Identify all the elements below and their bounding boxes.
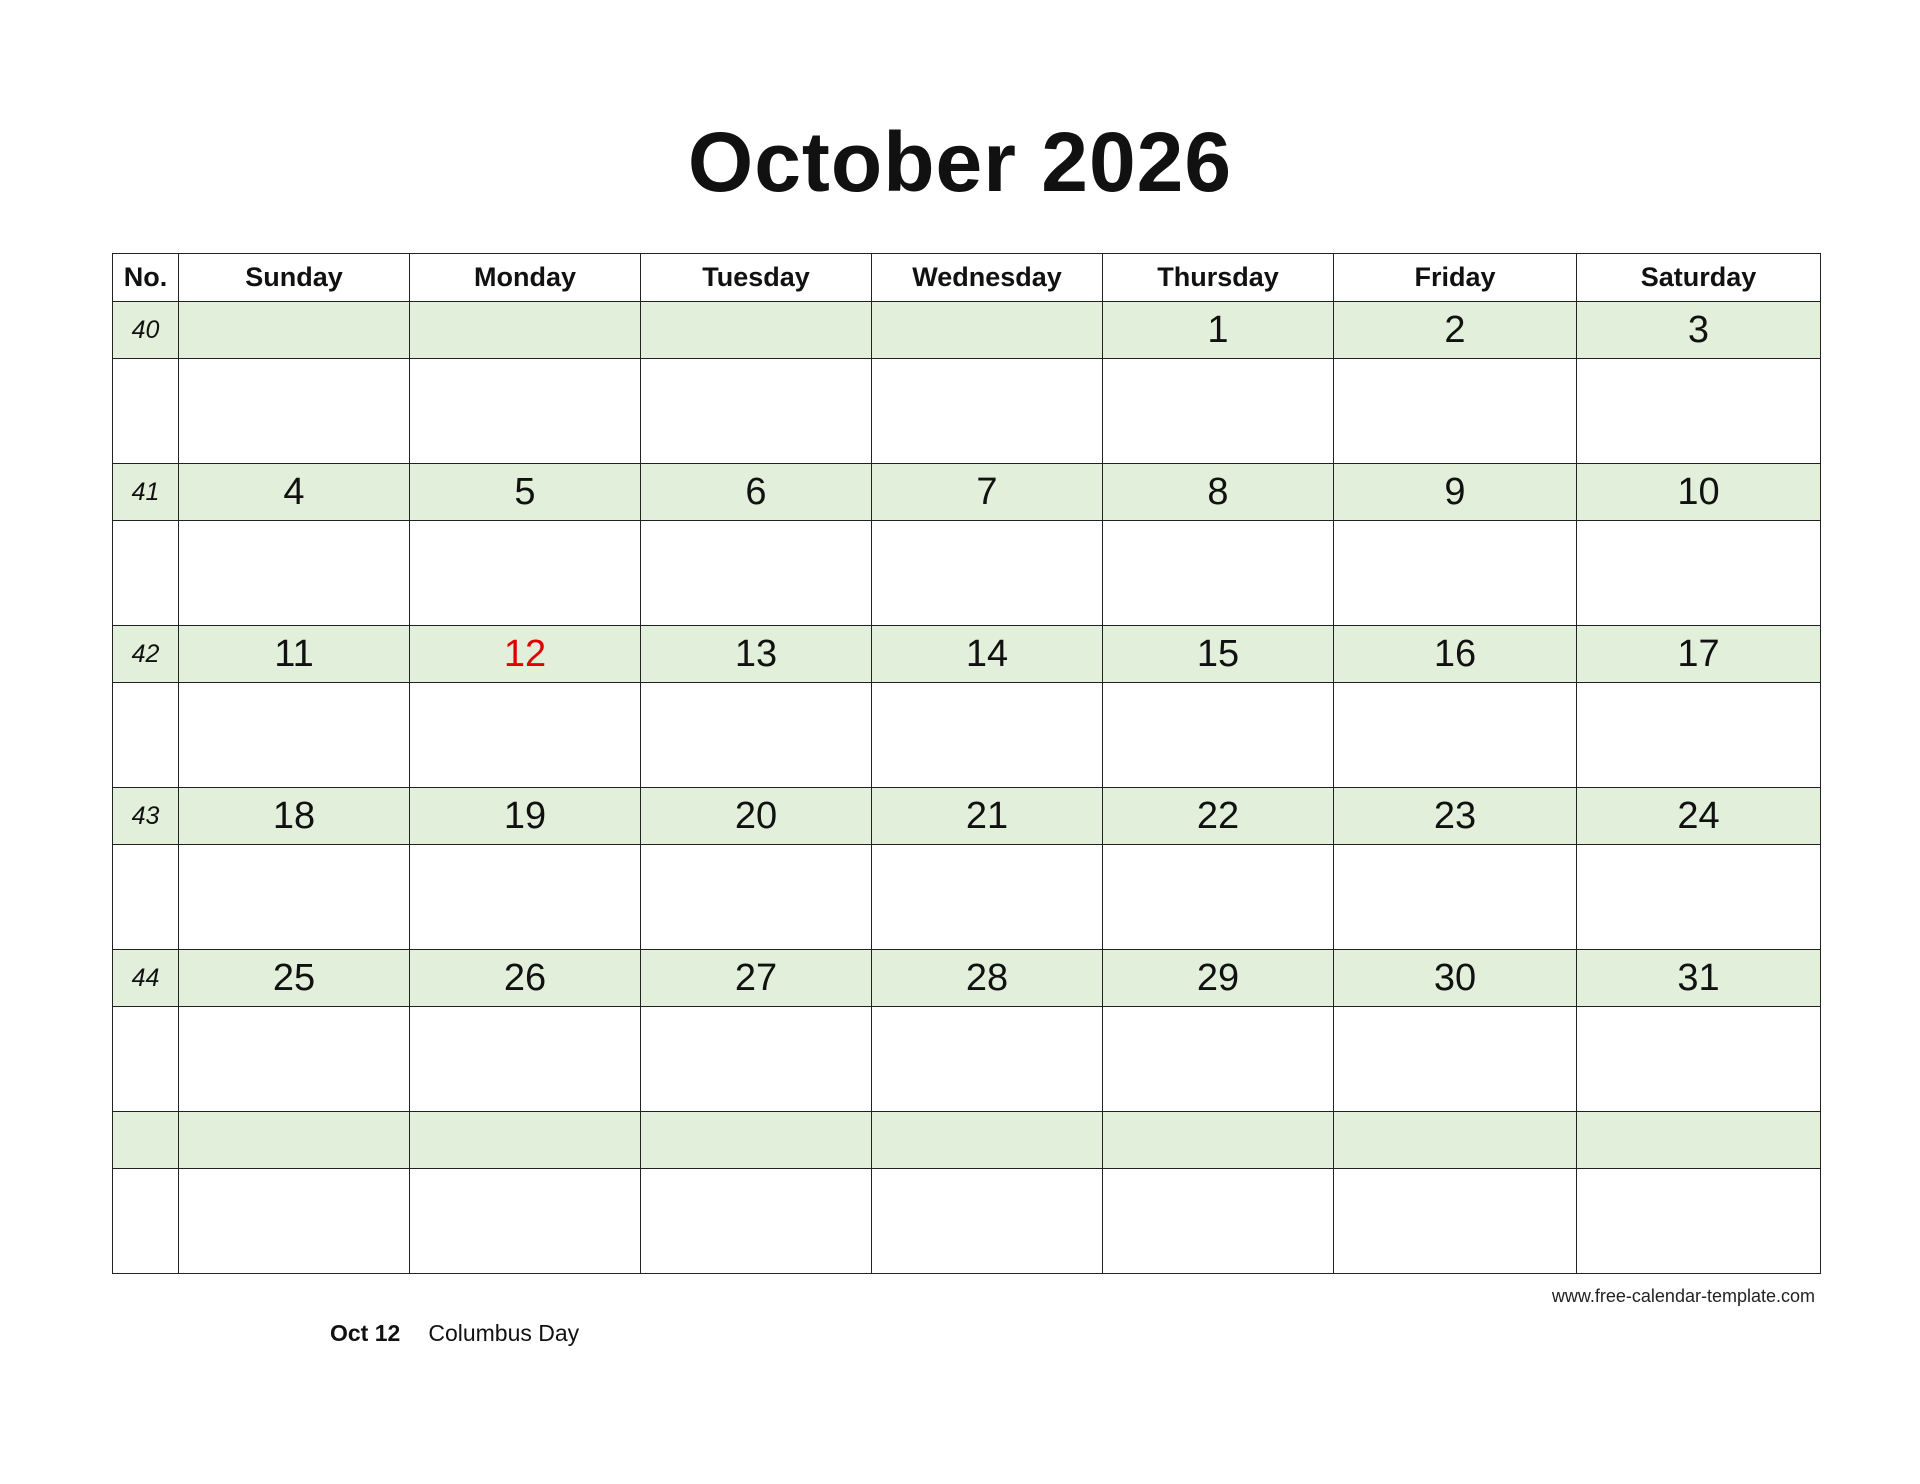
day-cell[interactable]: 16 — [1334, 626, 1577, 683]
note-cell[interactable] — [1103, 1007, 1334, 1112]
day-cell[interactable]: 18 — [179, 788, 410, 845]
note-cell[interactable] — [872, 683, 1103, 788]
header-monday: Monday — [410, 254, 641, 302]
note-cell[interactable] — [410, 521, 641, 626]
day-cell[interactable] — [410, 302, 641, 359]
note-cell[interactable] — [1577, 1007, 1821, 1112]
day-cell[interactable]: 1 — [1103, 302, 1334, 359]
header-thursday: Thursday — [1103, 254, 1334, 302]
day-cell[interactable]: 9 — [1334, 464, 1577, 521]
holiday-date: Oct 12 — [330, 1320, 401, 1346]
day-cell[interactable]: 25 — [179, 950, 410, 1007]
day-cell[interactable]: 17 — [1577, 626, 1821, 683]
note-cell[interactable] — [410, 1169, 641, 1274]
day-cell[interactable] — [872, 1112, 1103, 1169]
day-cell[interactable] — [179, 302, 410, 359]
week-number: 44 — [113, 950, 179, 1007]
note-cell[interactable] — [641, 521, 872, 626]
note-cell[interactable] — [113, 1169, 179, 1274]
note-cell[interactable] — [113, 521, 179, 626]
day-cell[interactable]: 11 — [179, 626, 410, 683]
day-cell[interactable]: 30 — [1334, 950, 1577, 1007]
day-cell[interactable]: 29 — [1103, 950, 1334, 1007]
week-note-row — [113, 1007, 1821, 1112]
day-cell[interactable]: 6 — [641, 464, 872, 521]
note-cell[interactable] — [113, 1007, 179, 1112]
week-number: 41 — [113, 464, 179, 521]
note-cell[interactable] — [1103, 521, 1334, 626]
day-cell[interactable]: 24 — [1577, 788, 1821, 845]
note-cell[interactable] — [1334, 359, 1577, 464]
note-cell[interactable] — [179, 521, 410, 626]
note-cell[interactable] — [179, 1007, 410, 1112]
note-cell[interactable] — [1103, 845, 1334, 950]
header-row — [113, 254, 1821, 302]
note-cell[interactable] — [410, 359, 641, 464]
week-note-row — [113, 1169, 1821, 1274]
week-date-row — [113, 464, 1821, 521]
day-cell[interactable] — [1103, 1112, 1334, 1169]
week-number: 42 — [113, 626, 179, 683]
note-cell[interactable] — [641, 845, 872, 950]
note-cell[interactable] — [1334, 521, 1577, 626]
note-cell[interactable] — [872, 845, 1103, 950]
day-cell[interactable] — [872, 302, 1103, 359]
note-cell[interactable] — [1334, 1007, 1577, 1112]
note-cell[interactable] — [872, 359, 1103, 464]
day-cell[interactable]: 23 — [1334, 788, 1577, 845]
note-cell[interactable] — [641, 683, 872, 788]
week-note-row — [113, 359, 1821, 464]
week-note-row — [113, 683, 1821, 788]
week-note-row — [113, 845, 1821, 950]
note-cell[interactable] — [410, 683, 641, 788]
day-cell[interactable]: 27 — [641, 950, 872, 1007]
note-cell[interactable] — [1577, 845, 1821, 950]
note-cell[interactable] — [872, 521, 1103, 626]
note-cell[interactable] — [179, 359, 410, 464]
note-cell[interactable] — [179, 845, 410, 950]
note-cell[interactable] — [641, 359, 872, 464]
day-cell[interactable]: 21 — [872, 788, 1103, 845]
week-number — [113, 1112, 179, 1169]
day-cell[interactable]: 19 — [410, 788, 641, 845]
day-cell[interactable] — [641, 1112, 872, 1169]
day-cell[interactable]: 14 — [872, 626, 1103, 683]
day-cell[interactable] — [179, 1112, 410, 1169]
note-cell[interactable] — [179, 1169, 410, 1274]
week-number: 40 — [113, 302, 179, 359]
holiday-item — [330, 1320, 579, 1347]
day-cell[interactable]: 31 — [1577, 950, 1821, 1007]
website-link[interactable]: www.free-calendar-template.com — [1551, 1286, 1815, 1306]
note-cell[interactable] — [113, 845, 179, 950]
day-cell[interactable]: 10 — [1577, 464, 1821, 521]
day-cell[interactable]: 3 — [1577, 302, 1821, 359]
header-sunday: Sunday — [179, 254, 410, 302]
note-cell[interactable] — [410, 1007, 641, 1112]
day-cell[interactable]: 2 — [1334, 302, 1577, 359]
day-cell[interactable]: 22 — [1103, 788, 1334, 845]
note-cell[interactable] — [872, 1169, 1103, 1274]
day-cell[interactable]: 7 — [872, 464, 1103, 521]
note-cell[interactable] — [179, 683, 410, 788]
note-cell[interactable] — [410, 845, 641, 950]
holiday-day-cell[interactable]: 12 — [410, 626, 641, 683]
day-cell[interactable] — [641, 302, 872, 359]
note-cell[interactable] — [1103, 683, 1334, 788]
day-cell[interactable]: 8 — [1103, 464, 1334, 521]
day-cell[interactable]: 20 — [641, 788, 872, 845]
note-cell[interactable] — [1577, 683, 1821, 788]
calendar-grid — [112, 253, 1821, 1274]
header-friday: Friday — [1334, 254, 1577, 302]
day-cell[interactable] — [410, 1112, 641, 1169]
week-number: 43 — [113, 788, 179, 845]
calendar-title: October 2026 — [687, 115, 1233, 209]
week-date-row — [113, 1112, 1821, 1169]
day-cell[interactable]: 28 — [872, 950, 1103, 1007]
note-cell[interactable] — [1577, 359, 1821, 464]
note-cell[interactable] — [1577, 1169, 1821, 1274]
note-cell[interactable] — [1334, 683, 1577, 788]
day-cell[interactable]: 15 — [1103, 626, 1334, 683]
week-date-row — [113, 788, 1821, 845]
note-cell[interactable] — [641, 1007, 872, 1112]
header-week-number: No. — [113, 254, 179, 302]
holiday-list — [330, 1320, 579, 1347]
week-date-row — [113, 950, 1821, 1007]
day-cell[interactable] — [1334, 1112, 1577, 1169]
week-date-row — [113, 302, 1821, 359]
day-cell[interactable]: 5 — [410, 464, 641, 521]
header-saturday: Saturday — [1577, 254, 1821, 302]
note-cell[interactable] — [641, 1169, 872, 1274]
note-cell[interactable] — [1334, 845, 1577, 950]
note-cell[interactable] — [1334, 1169, 1577, 1274]
day-cell[interactable]: 13 — [641, 626, 872, 683]
holiday-name: Columbus Day — [428, 1320, 580, 1346]
day-cell[interactable]: 26 — [410, 950, 641, 1007]
header-tuesday: Tuesday — [641, 254, 872, 302]
day-cell[interactable] — [1577, 1112, 1821, 1169]
week-date-row — [113, 626, 1821, 683]
note-cell[interactable] — [113, 359, 179, 464]
note-cell[interactable] — [1103, 359, 1334, 464]
note-cell[interactable] — [872, 1007, 1103, 1112]
note-cell[interactable] — [113, 683, 179, 788]
day-cell[interactable]: 4 — [179, 464, 410, 521]
note-cell[interactable] — [1103, 1169, 1334, 1274]
note-cell[interactable] — [1577, 521, 1821, 626]
header-wednesday: Wednesday — [872, 254, 1103, 302]
week-note-row — [113, 521, 1821, 626]
